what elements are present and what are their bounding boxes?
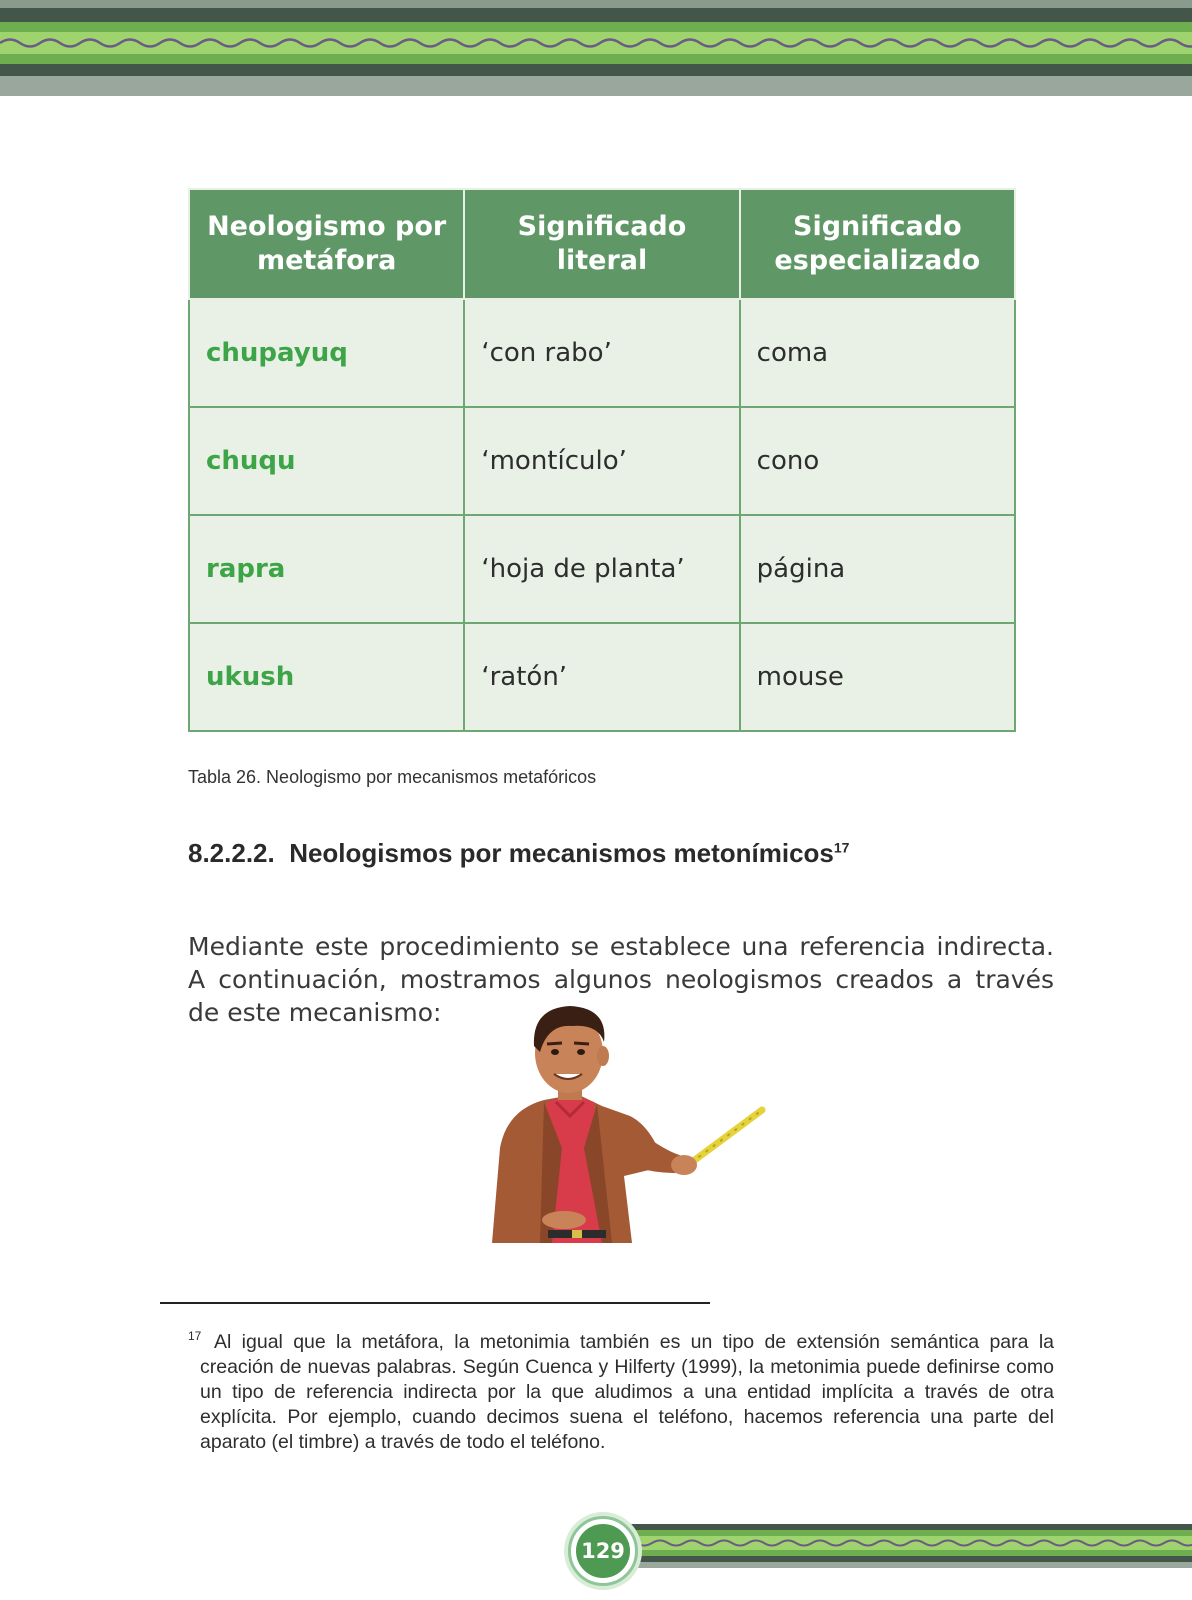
header-decorative-band xyxy=(0,0,1192,96)
footnote-reference[interactable]: 17 xyxy=(833,839,850,856)
term-cell: ukush xyxy=(189,623,464,731)
table-row xyxy=(189,515,1015,623)
table-caption: Tabla 26. Neologismo por mecanismos metafóricos xyxy=(188,767,597,787)
header-significado-literal: Significado literal xyxy=(464,189,739,299)
table-row xyxy=(189,623,1015,731)
literal-cell: ‘ratón’ xyxy=(464,623,739,731)
footnote xyxy=(188,1324,1054,1455)
special-cell: coma xyxy=(740,299,1015,407)
literal-cell: ‘hoja de planta’ xyxy=(464,515,739,623)
section-heading xyxy=(188,838,849,869)
page-number-badge xyxy=(568,1516,638,1586)
header-neologismo: Neologismo por metáfora xyxy=(189,189,464,299)
header-band-graphic xyxy=(0,0,1192,96)
table-row xyxy=(189,299,1015,407)
literal-cell: ‘con rabo’ xyxy=(464,299,739,407)
footer-band-graphic xyxy=(620,1524,1192,1568)
page-number: 129 xyxy=(581,1539,625,1563)
teacher-pointing-image xyxy=(452,998,792,1273)
special-cell: página xyxy=(740,515,1015,623)
table-header-row xyxy=(189,189,1015,299)
footnote-text: Al igual que la metáfora, la metonimia también es un tipo de extensión semántica para la creación de nuevas palabras. Según Cuenca y Hilferty (1999), la metonimia puede definirse como un tipo de referencia indirecta por la que aludimos a una entidad implícita a través de otra explícita. Por ejemplo, cuando decimos suena el teléfono, hacemos referencia una parte del aparato (el timbre) a través de todo el teléfono. xyxy=(200,1330,1054,1453)
neologism-table xyxy=(188,188,1016,732)
table-row xyxy=(189,407,1015,515)
teacher-illustration xyxy=(452,998,792,1273)
literal-cell: ‘montículo’ xyxy=(464,407,739,515)
section-number: 8.2.2.2. xyxy=(188,838,275,868)
neologism-table-container xyxy=(188,188,1016,732)
term-cell: chupayuq xyxy=(189,299,464,407)
footnote-mark: 17 xyxy=(188,1329,202,1343)
footer-decorative-band xyxy=(620,1524,1192,1568)
header-significado-especializado: Significado especializado xyxy=(740,189,1015,299)
term-cell: chuqu xyxy=(189,407,464,515)
page-number-circle xyxy=(576,1524,630,1578)
special-cell: mouse xyxy=(740,623,1015,731)
section-title-text: Neologismos por mecanismos metonímicos xyxy=(289,838,834,868)
footnote-divider xyxy=(160,1302,710,1304)
term-cell: rapra xyxy=(189,515,464,623)
body-paragraph: Mediante este procedimiento se establece una referencia indirecta. A continuación, mostramos algunos neologismos creados a través de este mecanismo: xyxy=(188,932,1054,1027)
special-cell: cono xyxy=(740,407,1015,515)
